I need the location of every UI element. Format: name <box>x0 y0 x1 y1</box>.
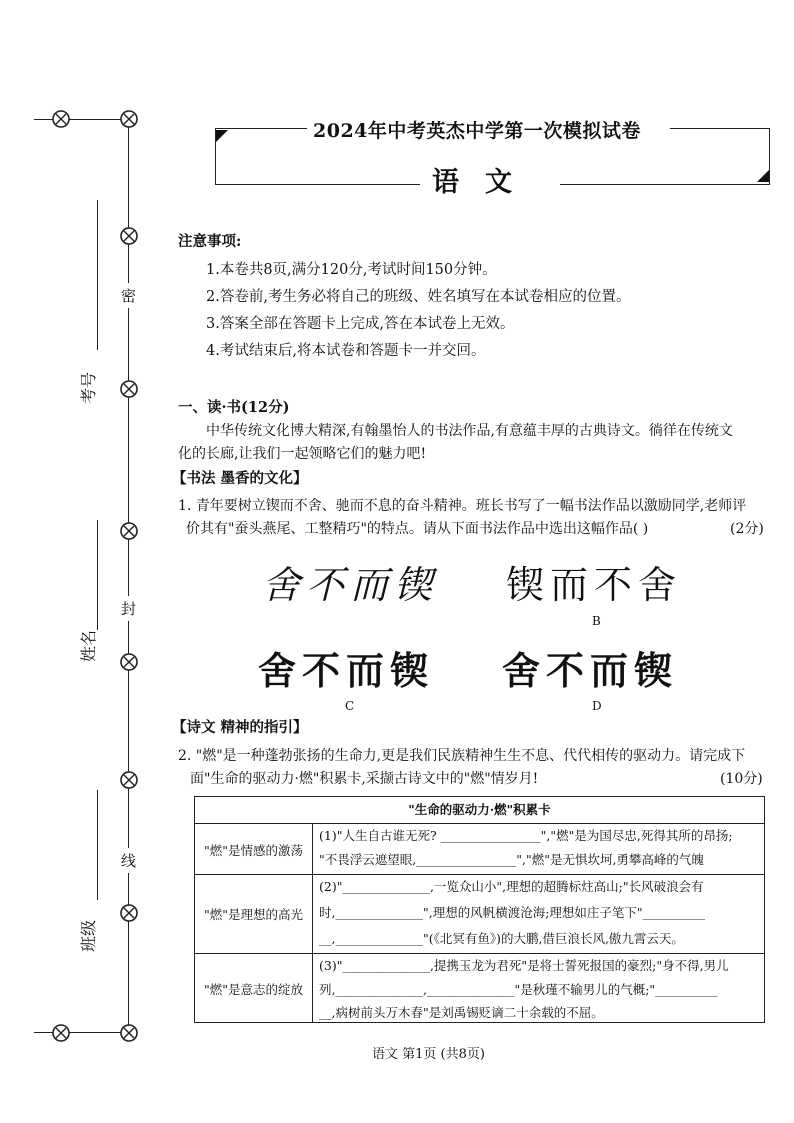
binding-top-stub <box>34 119 129 120</box>
accumulation-card <box>194 796 765 1023</box>
exam-no-label: 考号 <box>79 371 98 404</box>
question-1-line-2: 价其有"蚕头燕尾、工整精巧"的特点。请从下面书法作品中选出这幅作品( ) <box>186 521 649 537</box>
binding-hole-icon <box>120 522 138 540</box>
card-row-text: "不畏浮云遮望眼,________________","燃"是无惧坎坷,勇攀高峰的气魄 <box>319 852 704 867</box>
binding-hole-icon <box>120 380 138 398</box>
subject-rule-right <box>560 184 770 185</box>
binding-hole-icon <box>120 227 138 245</box>
name-label: 姓名 <box>79 629 98 662</box>
subject-rule-left <box>215 184 420 185</box>
binding-hole-icon <box>120 110 138 128</box>
exam-no-writein-line <box>97 200 98 350</box>
intro-line-2: 化的长廊,让我们一起领略它们的魅力吧! <box>178 446 427 462</box>
notice-item: 4.考试结束后,将本试卷和答题卡一并交回。 <box>206 343 486 359</box>
card-row-label-ideal: "燃"是理想的高光 <box>204 907 303 922</box>
card-row-label-will: "燃"是意志的绽放 <box>204 982 303 997</box>
card-row-label-emotion: "燃"是情感的激荡 <box>204 843 303 858</box>
seal-char-feng: 封 <box>121 596 136 621</box>
exam-title: 2024年中考英杰中学第一次模拟试卷 <box>313 120 641 142</box>
binding-hole-icon <box>120 653 138 671</box>
notice-item: 1.本卷共8页,满分120分,考试时间150分钟。 <box>206 262 497 278</box>
intro-line-1: 中华传统文化博大精深,有翰墨怡人的书法作品,有意蕴丰厚的古典诗文。徜徉在传统文 <box>206 423 733 439</box>
title-rule-left <box>215 128 307 129</box>
title-rule-right <box>670 128 770 129</box>
question-1-score: (2分) <box>730 521 764 537</box>
card-row-text: __,病树前头万木春"是刘禹锡贬谪二十余载的不屈。 <box>319 1005 604 1020</box>
part-title-calligraphy: 【书法 墨香的文化】 <box>172 470 308 487</box>
part-title-poetry: 【诗文 精神的指引】 <box>172 719 308 736</box>
card-title: "生命的驱动力·燃"积累卡 <box>408 802 551 817</box>
binding-hole-icon <box>52 110 70 128</box>
binding-hole-icon <box>52 1024 70 1042</box>
binding-line-outer <box>128 118 129 1034</box>
calligraphy-option-a[interactable]: 舍不而锲 <box>262 563 439 607</box>
calligraphy-option-d[interactable]: 舍不而锲 <box>502 648 679 693</box>
binding-hole-icon <box>120 771 138 789</box>
card-row-text: (1)"人生自古谁无死? ________________","燃"是为国尽忠,死得其所的昂扬; <box>319 828 733 843</box>
class-label: 班级 <box>79 919 98 952</box>
question-2-score: (10分) <box>720 771 763 787</box>
subject-title: 语文 <box>432 167 538 198</box>
notice-heading: 注意事项: <box>178 233 242 250</box>
calligraphy-option-b[interactable]: 锲而不舍 <box>506 563 683 607</box>
question-1-line-1: 1. 青年要树立锲而不舍、驰而不息的奋斗精神。班长书写了一幅书法作品以激励同学,老师评 <box>178 498 747 514</box>
seal-char-xian: 线 <box>121 848 136 873</box>
binding-hole-icon <box>120 1024 138 1042</box>
card-row-text: __,______________"(《北冥有鱼》)的大鹏,借巨浪长风,傲九霄云天。 <box>319 931 684 946</box>
card-row-text: (2)"______________,一览众山小",理想的超腾标炷高山;"长风破浪会有 <box>319 879 704 894</box>
option-letter-d: D <box>592 699 602 713</box>
question-2-line-2: 面"生命的驱动力·燃"积累卡,采撷古诗文中的"燃"情岁月! <box>190 771 539 787</box>
calligraphy-option-c[interactable]: 舍不而锲 <box>258 648 435 693</box>
section-heading: 一、读·书(12分) <box>178 399 290 416</box>
title-rule-leftdrop <box>215 128 216 184</box>
binding-bottom-stub <box>34 1032 129 1033</box>
question-2-line-1: 2. "燃"是一种蓬勃张扬的生命力,更是我们民族精神生生不息、代代相传的驱动力。请完成下 <box>178 748 746 764</box>
card-row-text: 列,______________,______________"是秋瑾不输男儿的气概;"__________ <box>319 982 718 997</box>
title-rule-rightdrop <box>769 128 770 184</box>
notice-item: 2.答卷前,考生务必将自己的班级、姓名填写在本试卷相应的位置。 <box>206 289 631 305</box>
card-row-text: 时,______________",理想的风帆横渡沧海;理想如庄子笔下"__________ <box>319 905 706 920</box>
option-letter-b: B <box>592 614 601 628</box>
seal-char-mi: 密 <box>121 283 136 308</box>
corner-mark-icon <box>216 130 228 142</box>
card-row-text: (3)"______________,提携玉龙为君死"是将士誓死报国的豪烈;"身不得,男儿 <box>319 958 729 973</box>
page-footer: 语文 第1页 (共8页) <box>372 1047 485 1062</box>
corner-mark-icon <box>757 170 769 182</box>
class-writein-line <box>97 790 98 900</box>
card-column-divider <box>312 823 313 1022</box>
notice-item: 3.答案全部在答题卡上完成,答在本试卷上无效。 <box>206 316 515 332</box>
name-writein-line <box>97 520 98 630</box>
binding-hole-icon <box>120 904 138 922</box>
option-letter-c: C <box>345 699 355 713</box>
